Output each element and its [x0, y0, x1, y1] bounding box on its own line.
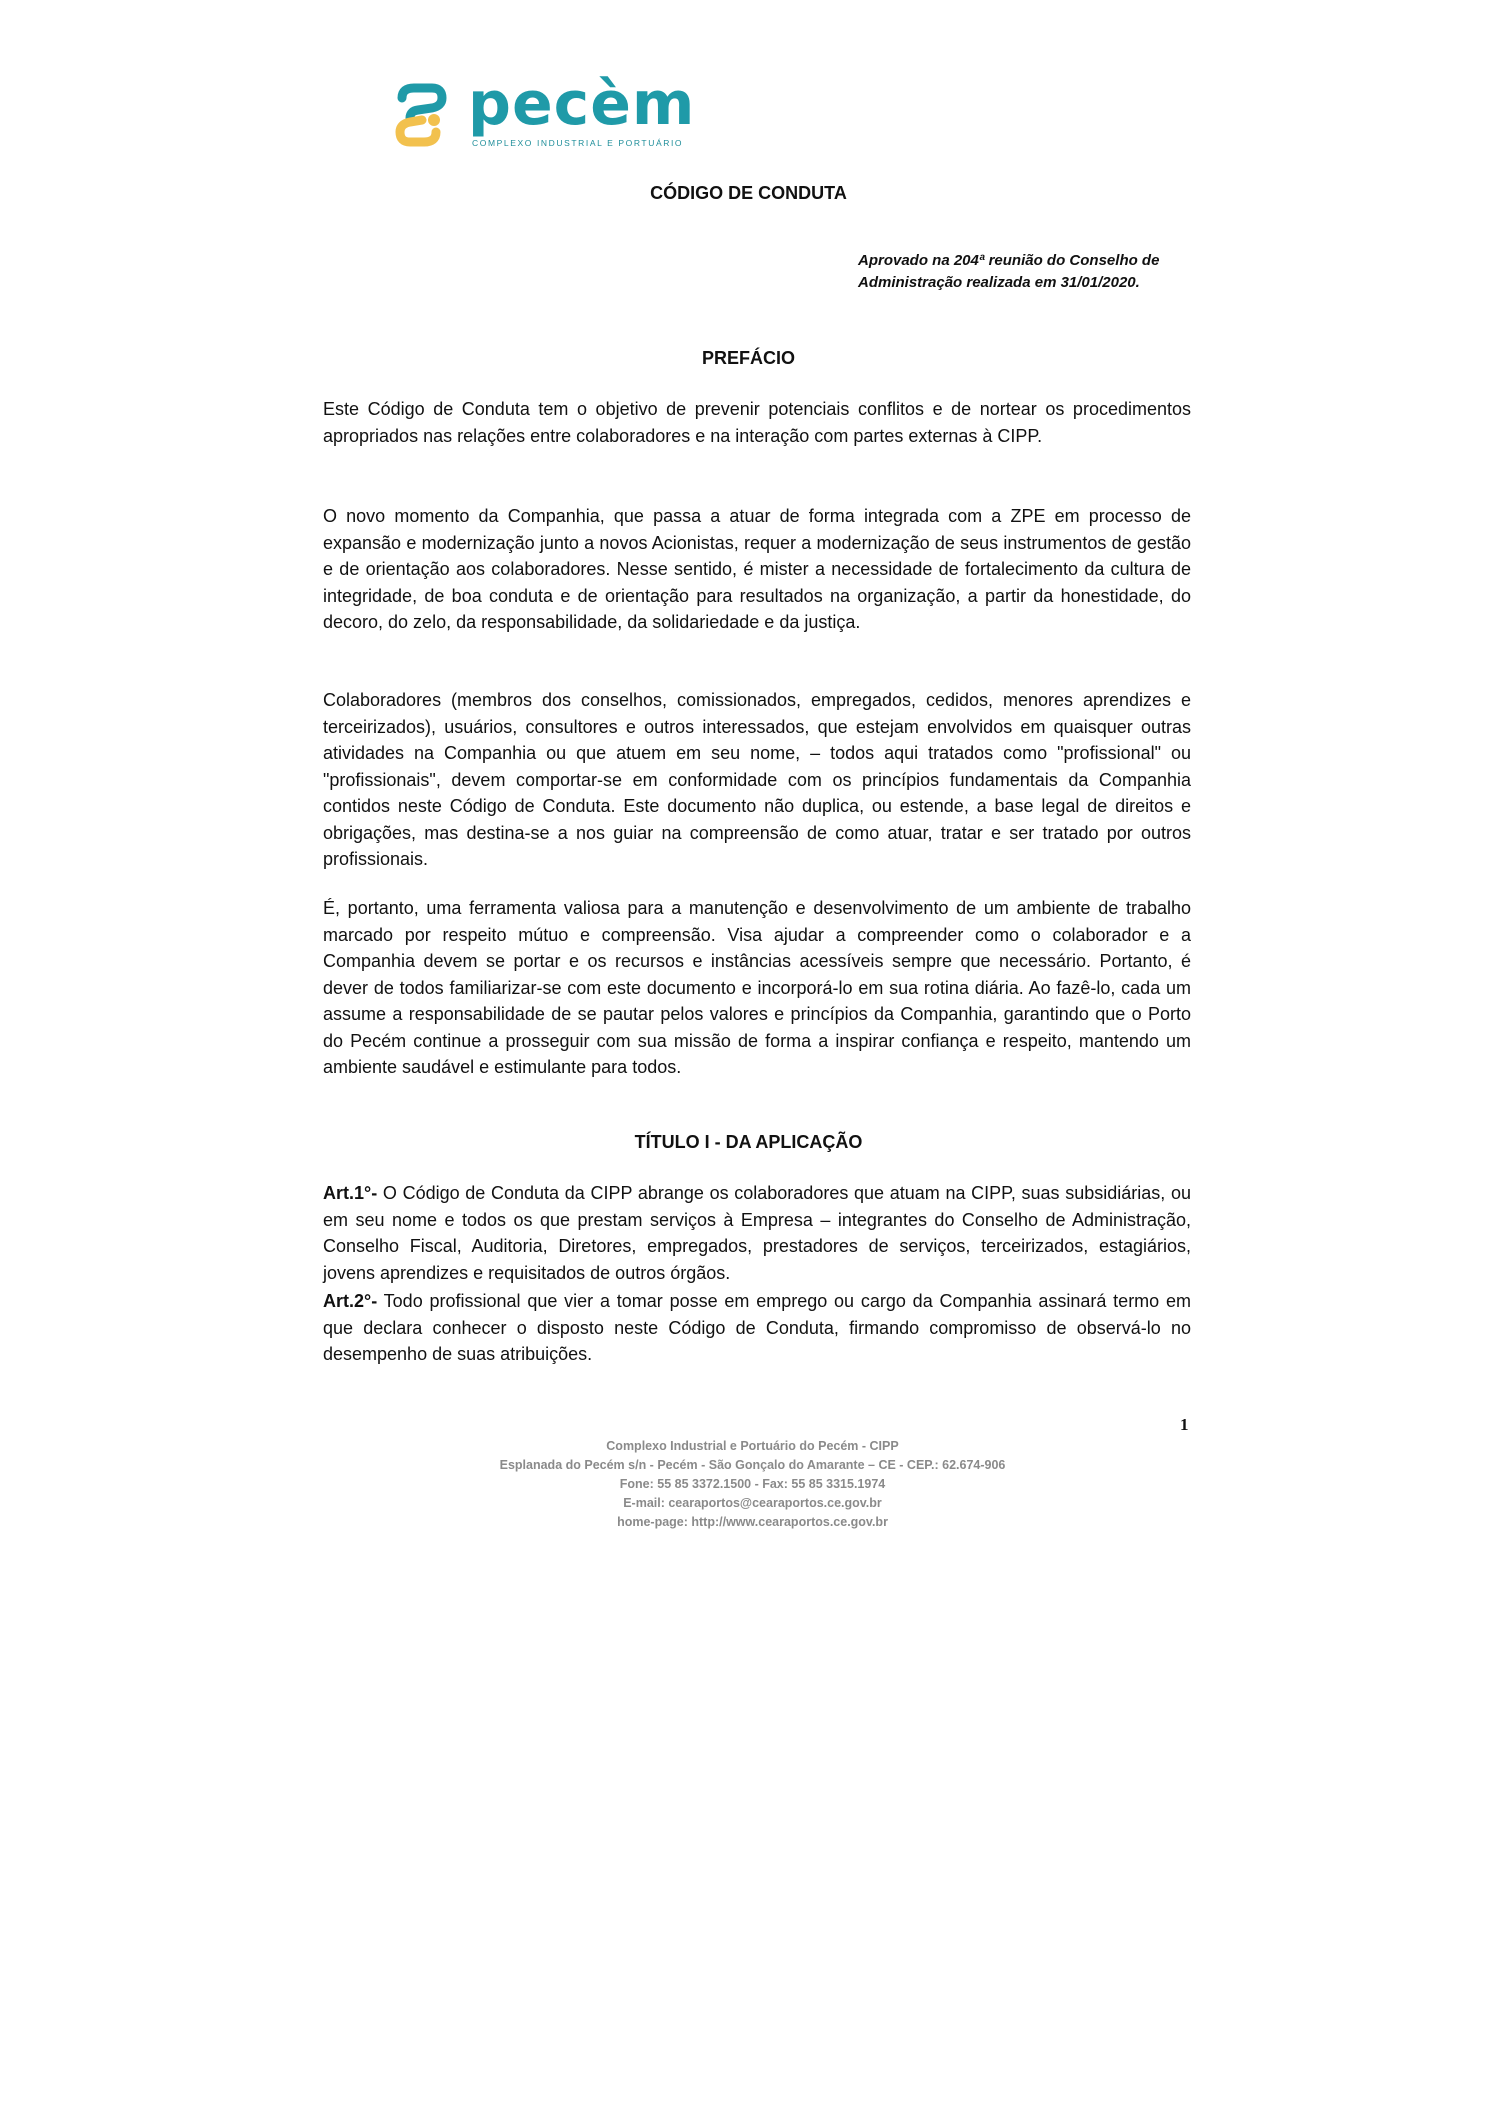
company-logo	[388, 69, 696, 150]
footer-email: E-mail: cearaportos@cearaportos.ce.gov.br	[623, 1496, 882, 1510]
preface-paragraph-3: Colaboradores (membros dos conselhos, comissionados, empregados, cedidos, menores aprendizes e terceirizados), usuários, consultores e outros interessados, que estejam envolvidos em quaisquer outras atividades na Companhia ou que atuem em seu nome, – todos aqui tratados como "profissional" ou "profissionais", devem comportar-se em conformidade com os princípios fundamentais da Companhia contidos neste Código de Conduta. Este documento não duplica, ou estende, a base legal de direitos e obrigações, mas destina-se a nos guiar na compreensão de como atuar, tratar e ser tratado por outros profissionais.	[323, 690, 1191, 869]
article-2	[323, 1288, 1191, 1368]
pecem-logo-icon	[388, 80, 458, 150]
article-1-label: Art.1°-	[323, 1183, 378, 1203]
article-2-text: Todo profissional que vier a tomar posse em emprego ou cargo da Companhia assinará termo em que declara conhecer o disposto neste Código de Conduta, firmando compromisso de observá-lo no desempenho de suas atribuições.	[323, 1291, 1191, 1364]
footer-company: Complexo Industrial e Portuário do Pecém - CIPP	[606, 1439, 899, 1453]
page-number: 1	[1180, 1415, 1189, 1434]
preface-heading: PREFÁCIO	[701, 348, 795, 368]
article-1-text: O Código de Conduta da CIPP abrange os colaboradores que atuam na CIPP, suas subsidiárias, ou em seu nome e todos os que prestam serviços à Empresa – integrantes do Conselho de Administração, Conselho Fiscal, Auditoria, Diretores, empregados, prestadores de serviços, terceirizados, estagiários, jovens aprendizes e requisitados de outros órgãos.	[323, 1183, 1191, 1283]
preface-paragraph-4: É, portanto, uma ferramenta valiosa para a manutenção e desenvolvimento de um ambiente de trabalho marcado por respeito mútuo e compreensão. Visa ajudar a compreender como o colaborador e a Companhia devem se portar e os recursos e instâncias acessíveis sempre que necessário. Portanto, é dever de todos familiarizar-se com este documento e incorporá-lo em sua rotina diária. Ao fazê-lo, cada um assume a responsabilidade de se pautar pelos valores e princípios da Companhia, garantindo que o Porto do Pecém continue a prosseguir com sua missão de forma a inspirar confiança e respeito, mantendo um ambiente saudável e estimulante para todos.	[323, 898, 1191, 1077]
approval-line-2: Administração realizada em 31/01/2020.	[858, 274, 1140, 291]
page-footer	[0, 1437, 1497, 1532]
article-2-label: Art.2°-	[323, 1291, 378, 1311]
document-title: CÓDIGO DE CONDUTA	[650, 183, 847, 203]
footer-address: Esplanada do Pecém s/n - Pecém - São Gonçalo do Amarante – CE - CEP.: 62.674-906	[499, 1458, 1006, 1472]
footer-homepage: home-page: http://www.cearaportos.ce.gov.br	[617, 1515, 888, 1529]
approval-note	[858, 250, 1198, 294]
approval-line-1: Aprovado na 204ª reunião do Conselho de	[858, 252, 1160, 269]
preface-paragraph-2: O novo momento da Companhia, que passa a atuar de forma integrada com a ZPE em processo de expansão e modernização junto a novos Acionistas, requer a modernização de seus instrumentos de gestão e de orientação aos colaboradores. Nesse sentido, é mister a necessidade de fortalecimento da cultura de integridade, de boa conduta e de orientação para resultados na organização, a partir da honestidade, do decoro, do zelo, da responsabilidade, da solidariedade e da justiça.	[323, 506, 1191, 632]
footer-phone: Fone: 55 85 3372.1500 - Fax: 55 85 3315.1974	[619, 1477, 886, 1491]
logo-subtitle: COMPLEXO INDUSTRIAL E PORTUÁRIO	[472, 138, 684, 148]
preface-paragraph-1: Este Código de Conduta tem o objetivo de prevenir potenciais conflitos e de nortear os procedimentos apropriados nas relações entre colaboradores e na interação com partes externas à CIPP.	[323, 399, 1191, 446]
article-1	[323, 1180, 1191, 1286]
title-1-heading: TÍTULO I - DA APLICAÇÃO	[634, 1132, 863, 1152]
logo-wordmark: pecèm	[468, 69, 696, 139]
